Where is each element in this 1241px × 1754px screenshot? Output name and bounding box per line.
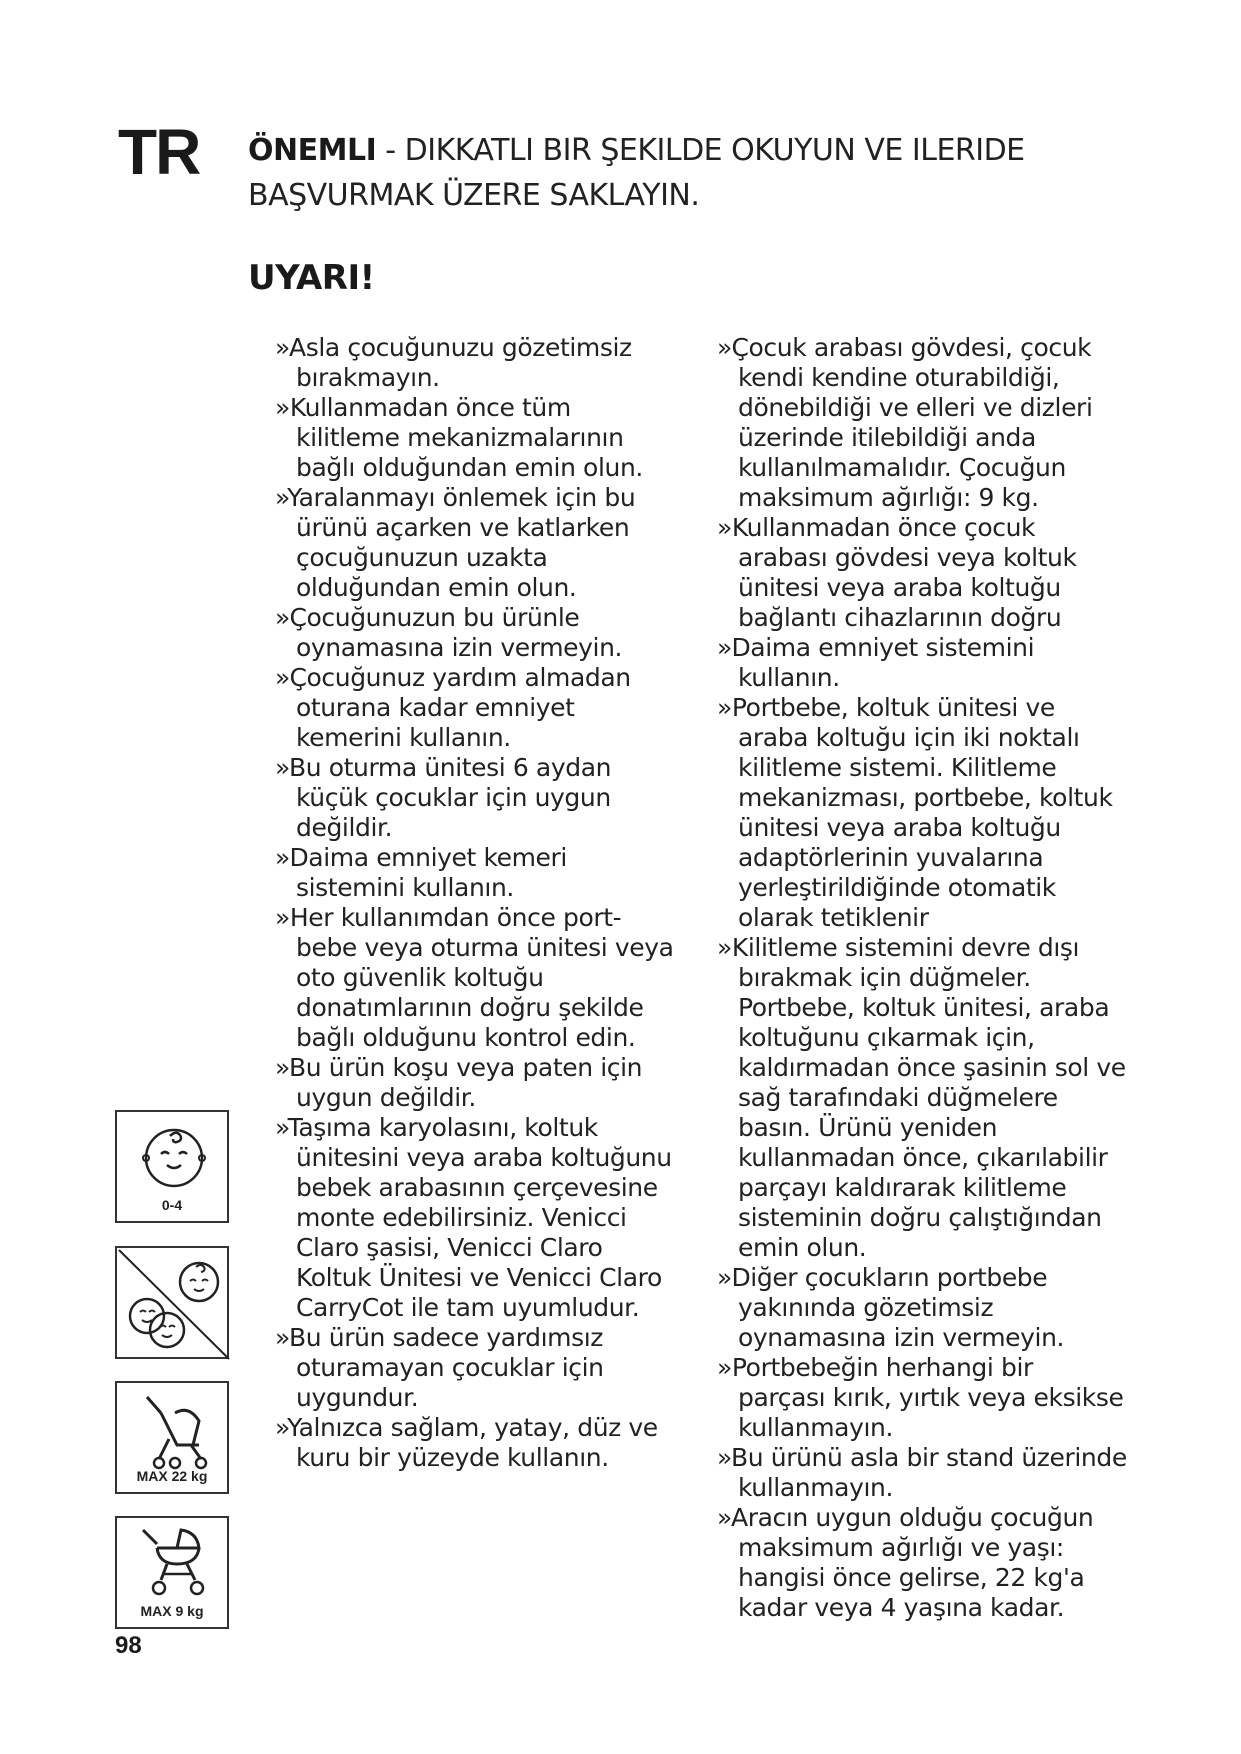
list-item: »Çocuk arabası gövdesi, çocuk kendi kendine oturabildiği, dönebildiği ve elleri ve dizleri üzerinde itilebildiği anda kullanılmamalıdır. Çocuğun maksimum ağırlığı: 9 kg.	[717, 333, 1093, 512]
list-item: »Çocuğunuzun bu ürünle oynamasına izin vermeyin.	[275, 603, 623, 662]
important-notice	[248, 128, 1198, 218]
list-item: »Bu ürünü asla bir stand üzerinde kullanmayın.	[717, 1443, 1127, 1502]
list-item: »Her kullanımdan önce port-bebe veya oturma ünitesi veya oto güvenlik koltuğu donatımlarının doğru şekilde bağlı olduğunu kontrol edin.	[275, 903, 674, 1052]
list-item: »Bu ürün sadece yardımsız oturamayan çocuklar için uygundur.	[275, 1323, 604, 1412]
page-number: 98	[115, 1632, 142, 1659]
important-text-line2: BAŞVURMAK ÜZERE SAKLAYIN.	[248, 178, 700, 213]
list-item: »Diğer çocukların portbebe yakınında gözetimsiz oynamasına izin vermeyin.	[717, 1263, 1065, 1352]
list-item: »Kilitleme sistemini devre dışı bırakmak için düğmeler. Portbebe, koltuk ünitesi, araba koltuğunu çıkarmak için, kaldırmadan önce şasinin sol ve sağ tarafındaki düğmelere basın. Ürünü yeniden kullanmadan önce, çıkarılabilir parçayı kaldırarak kilitleme sisteminin doğru çalıştığından emin olun.	[717, 933, 1126, 1262]
left-warning-list	[275, 333, 680, 1473]
stroller-max-weight-label: MAX 22 kg	[136, 1468, 208, 1484]
no-two-babies-icon	[117, 1248, 231, 1361]
list-item: »Kullanmadan önce çocuk arabası gövdesi veya koltuk ünitesi veya araba koltuğu bağlantı cihazlarının doğru	[717, 513, 1077, 632]
list-item: »Portbebeğin herhangi bir parçası kırık, yırtık veya eksikse kullanmayın.	[717, 1353, 1124, 1442]
stroller-weight-pictogram	[115, 1381, 229, 1494]
list-item: »Daima emniyet sistemini kullanın.	[717, 633, 1035, 692]
no-two-children-pictogram	[115, 1246, 229, 1359]
right-warning-list	[717, 333, 1127, 1623]
list-item: »Aracın uygun olduğu çocuğun maksimum ağırlığı ve yaşı: hangisi önce gelirse, 22 kg'a kadar veya 4 yaşına kadar.	[717, 1503, 1094, 1622]
pram-weight-pictogram	[115, 1516, 229, 1629]
list-item: »Yalnızca sağlam, yatay, düz ve kuru bir yüzeyde kullanın.	[275, 1413, 658, 1472]
list-item: »Bu oturma ünitesi 6 aydan küçük çocuklar için uygun değildir.	[275, 753, 612, 842]
list-item: »Daima emniyet kemeri sistemini kullanın.	[275, 843, 567, 902]
list-item: »Kullanmadan önce tüm kilitleme mekanizmalarının bağlı olduğundan emin olun.	[275, 393, 643, 482]
list-item: »Yaralanmayı önlemek için bu ürünü açarken ve katlarken çocuğunuzun uzakta olduğundan emin olun.	[275, 483, 636, 602]
warning-title: UYARI!	[248, 258, 375, 298]
age-range-label: 0-4	[161, 1197, 183, 1213]
important-text-line1: - DIKKATLI BIR ŞEKILDE OKUYUN VE ILERIDE	[376, 133, 1025, 168]
age-range-pictogram	[115, 1110, 229, 1223]
list-item: »Çocuğunuz yardım almadan oturana kadar emniyet kemerini kullanın.	[275, 663, 631, 752]
important-label: ÖNEMLI	[248, 133, 377, 168]
list-item: »Portbebe, koltuk ünitesi ve araba koltuğu için iki noktalı kilitleme sistemi. Kilitleme mekanizması, portbebe, koltuk ünitesi veya araba koltuğu adaptörlerinin yuvalarına yerleştirildiğinde otomatik olarak tetiklenir	[717, 693, 1113, 932]
language-code: TR	[118, 116, 200, 188]
list-item: »Bu ürün koşu veya paten için uygun değildir.	[275, 1053, 643, 1112]
list-item: »Taşıma karyolasını, koltuk ünitesini veya araba koltuğunu bebek arabasının çerçevesine monte edebilirsiniz. Venicci Claro şasisi, Venicci Claro Koltuk Ünitesi ve Venicci Claro CarryCot ile tam uyumludur.	[275, 1113, 672, 1322]
pram-max-weight-label: MAX 9 kg	[140, 1603, 204, 1619]
list-item: »Asla çocuğunuzu gözetimsiz bırakmayın.	[275, 333, 632, 392]
